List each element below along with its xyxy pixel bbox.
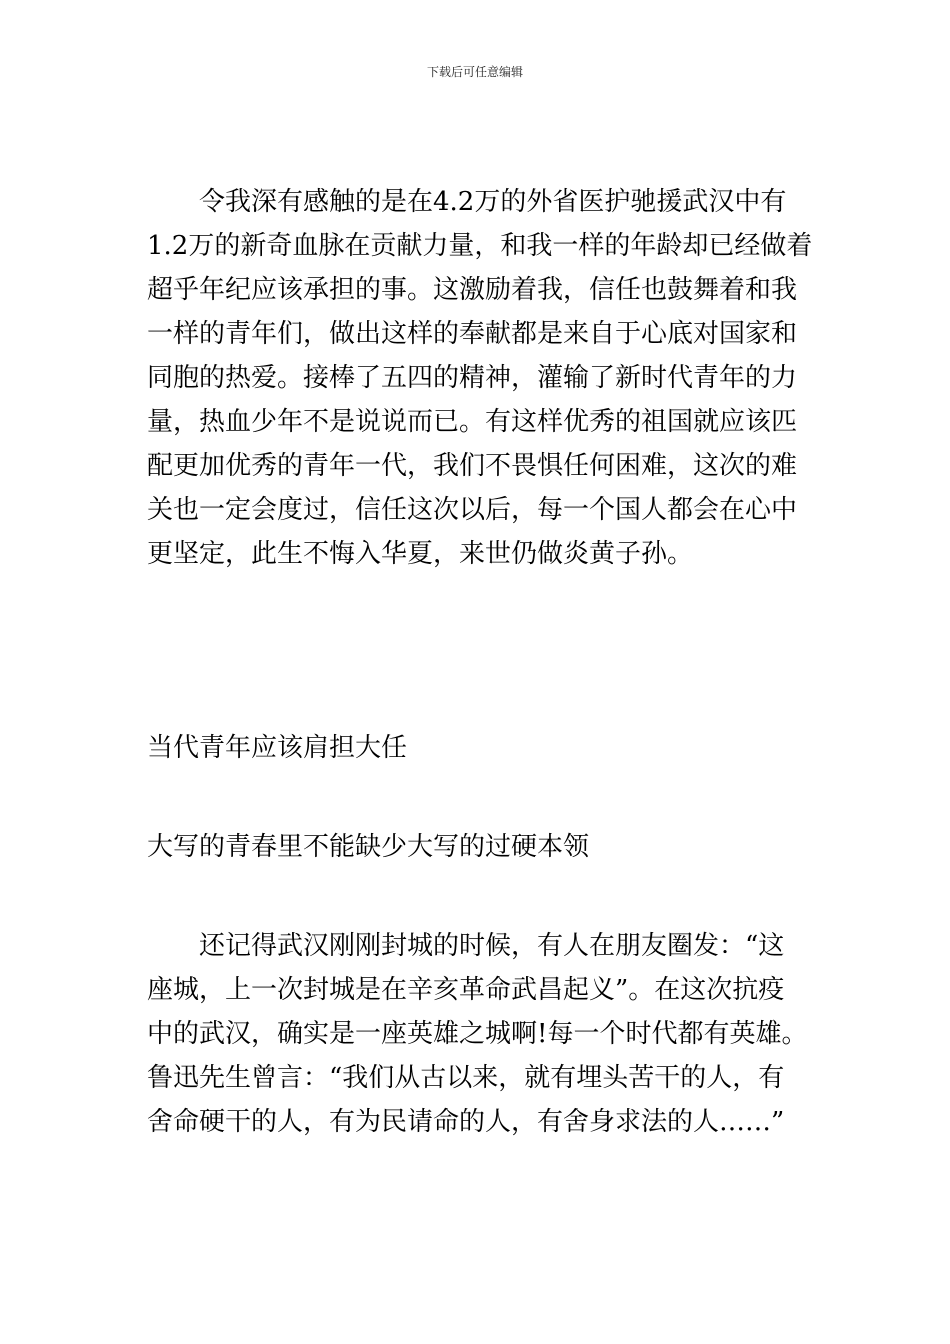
paragraph-line: 座城，上一次封城是在辛亥革命武昌起义”。在这次抗疫 [147, 975, 785, 1005]
paragraph-2 [147, 924, 809, 1144]
paragraph-line: 同胞的热爱。接棒了五四的精神，灌输了新时代青年的力 [147, 363, 798, 393]
paragraph-line: 更坚定，此生不悔入华夏，来世仍做炎黄子孙。 [147, 539, 694, 569]
section-heading-2: 大写的青春里不能缺少大写的过硬本领 [147, 832, 590, 862]
paragraph-line: 舍命硬干的人，有为民请命的人，有舍身求法的人……” [147, 1107, 785, 1137]
paragraph-line: 配更加优秀的青年一代，我们不畏惧任何困难，这次的难 [147, 451, 798, 481]
paragraph-line: 还记得武汉刚刚封城的时候，有人在朋友圈发：“这 [199, 931, 785, 961]
section-heading-1: 当代青年应该肩担大任 [147, 733, 408, 763]
paragraph-line: 中的武汉，确实是一座英雄之城啊!每一个时代都有英雄。 [147, 1019, 808, 1049]
page-header: 下载后可任意编辑 [426, 65, 523, 79]
paragraph-line: 鲁迅先生曾言：“我们从古以来，就有埋头苦干的人，有 [147, 1063, 785, 1093]
paragraph-1 [147, 180, 813, 576]
paragraph-line: 量，热血少年不是说说而已。有这样优秀的祖国就应该匹 [147, 407, 798, 437]
paragraph-line: 令我深有感触的是在4.2万的外省医护驰援武汉中有 [199, 187, 787, 217]
paragraph-line: 关也一定会度过，信任这次以后，每一个国人都会在心中 [147, 495, 798, 525]
paragraph-line: 一样的青年们，做出这样的奉献都是来自于心底对国家和 [147, 319, 798, 349]
paragraph-line: 1.2万的新奇血脉在贡献力量，和我一样的年龄却已经做着 [147, 231, 813, 261]
paragraph-line: 超乎年纪应该承担的事。这激励着我，信任也鼓舞着和我 [147, 275, 798, 305]
